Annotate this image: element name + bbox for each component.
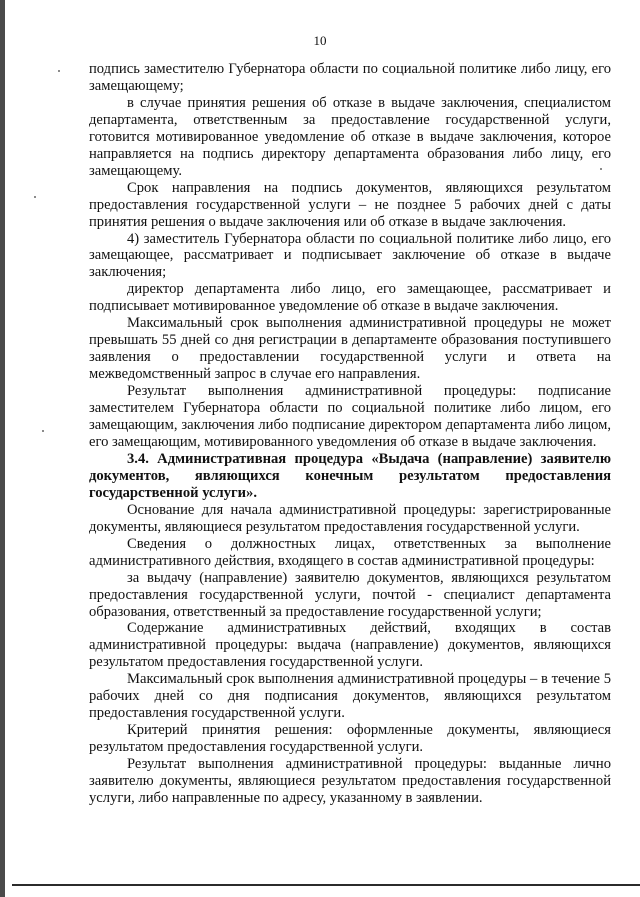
scan-speck xyxy=(58,70,60,72)
paragraph-5: директор департамента либо лицо, его замещающее, рассматривает и подписывает мотивированное уведомление об отказе в выдаче заключения. xyxy=(89,281,611,315)
paragraph-14: Результат выполнения административной процедуры: выданные лично заявителю документы, являющиеся результатом предоставления государственной услуги, либо направленные по адресу, указанному в заявлении. xyxy=(89,756,611,806)
section-heading-3-4: 3.4. Административная процедура «Выдача (направление) заявителю документов, являющихся конечным результатом предоставления государственной услуги». xyxy=(89,450,611,501)
paragraph-6: Максимальный срок выполнения административной процедуры не может превышать 55 дней со дня регистрации в департаменте образования поступившего заявления о предоставлении государственной услуги и ответа на межведомственный запрос в случае его направления. xyxy=(89,315,611,383)
paragraph-12: Максимальный срок выполнения административной процедуры – в течение 5 рабочих дней со дня подписания документов, являющихся результатом предоставления государственной услуги. xyxy=(89,671,611,722)
paragraph-2: в случае принятия решения об отказе в выдаче заключения, специалистом департамента, ответственным за предоставление государственной услуги, готовится мотивированное уведомление об отказе в выдаче заключения, которое направляется на подпись директору департамента образования либо лицу, его замещающему. xyxy=(89,94,611,179)
document-body xyxy=(89,61,611,807)
paragraph-8: Основание для начала административной процедуры: зарегистрированные документы, являющиеся результатом предоставления государственной услуги. xyxy=(89,501,611,535)
scan-speck xyxy=(34,196,36,198)
paragraph-1: подпись заместителю Губернатора области по социальной политике либо лицу, его замещающему; xyxy=(89,61,611,94)
page-number: 10 xyxy=(313,33,327,48)
scan-bottom-edge xyxy=(12,884,640,886)
paragraph-13: Критерий принятия решения: оформленные документы, являющиеся результатом предоставления государственной услуги. xyxy=(89,722,611,756)
scan-speck xyxy=(42,430,44,432)
paragraph-7: Результат выполнения административной процедуры: подписание заместителем Губернатора области по социальной политике либо лицом, его замещающим, заключения либо подписание директором департамента либо лицом, его замещающим, мотивированного уведомления об отказе в выдаче заключения. xyxy=(89,383,611,450)
scan-left-edge xyxy=(0,0,5,897)
paragraph-11: Содержание административных действий, входящих в состав административной процедуры: выдача (направление) документов, являющихся результатом предоставления государственной услуги. xyxy=(89,620,611,671)
paragraph-3: Срок направления на подпись документов, являющихся результатом предоставления государственной услуги – не позднее 5 рабочих дней с даты принятия решения о выдаче заключения или об отказе в выдаче заключения. xyxy=(89,179,611,230)
scan-speck xyxy=(600,168,602,170)
paragraph-10: за выдачу (направление) заявителю документов, являющихся результатом предоставления государственной услуги, почтой - специалист департамента образования, ответственный за предоставление государственной услуги; xyxy=(89,569,611,620)
paragraph-4: 4) заместитель Губернатора области по социальной политике либо лицо, его замещающее, рассматривает и подписывает заключение об отказе в выдаче заключения; xyxy=(89,230,611,281)
paragraph-9: Сведения о должностных лицах, ответственных за выполнение административного действия, входящего в состав административной процедуры: xyxy=(89,535,611,569)
